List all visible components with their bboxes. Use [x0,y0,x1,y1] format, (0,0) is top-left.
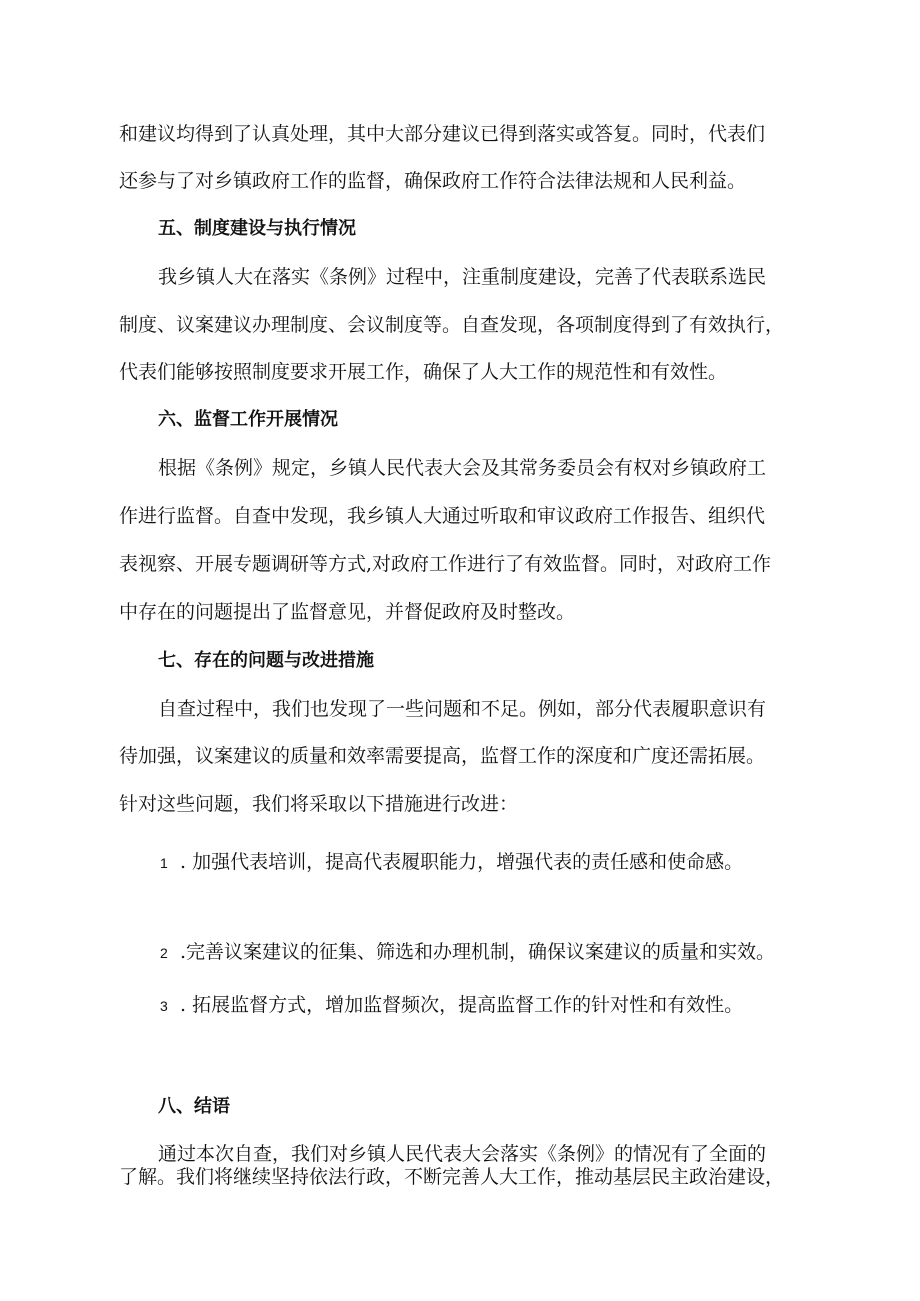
list-number: 2 [160,945,168,961]
body-line: 表视察、开展专题调研等方式,对政府工作进行了有效监督。同时，对政府工作 [119,553,772,575]
list-number: 1 [160,855,168,871]
section-heading: 八、结语 [158,1096,230,1117]
list-item [160,939,775,966]
body-line: 根据《条例》规定，乡镇人民代表大会及其常务委员会有权对乡镇政府工 [158,457,767,479]
body-line: 待加强，议案建议的质量和效率需要提高，监督工作的深度和广度还需拓展。 [119,745,766,767]
body-line: 作进行监督。自查中发现，我乡镇人大通过听取和审议政府工作报告、组织代 [119,505,766,527]
section-heading: 七、存在的问题与改进措施 [158,650,374,671]
body-line: 和建议均得到了认真处理，其中大部分建议已得到落实或答复。同时，代表们 [119,123,766,145]
body-line: 针对这些问题，我们将采取以下措施进行改进： [119,793,519,815]
body-line: 我乡镇人大在落实《条例》过程中，注重制度建设，完善了代表联系选民 [158,266,767,288]
list-item [160,849,743,876]
section-heading: 五、制度建设与执行情况 [158,218,356,239]
list-text: . 拓展监督方式，增加监督频次，提高监督工作的针对性和有效性。 [180,994,744,1016]
list-text: .完善议案建议的征集、筛选和办理机制，确保议案建议的质量和实效。 [180,941,776,963]
section-heading: 六、监督工作开展情况 [158,409,338,430]
list-item [160,992,743,1019]
body-line: 中存在的问题提出了监督意见，并督促政府及时整改。 [119,601,576,623]
list-number: 3 [160,998,168,1014]
body-line: 还参与了对乡镇政府工作的监督，确保政府工作符合法律法规和人民利益。 [119,170,747,192]
body-line: 自查过程中，我们也发现了一些问题和不足。例如，部分代表履职意识有 [158,698,767,720]
body-line: 通过本次自查，我们对乡镇人民代表大会落实《条例》的情况有了全面的 [158,1143,767,1165]
body-line: 制度、议案建议办理制度、会议制度等。自查发现，各项制度得到了有效执行， [119,314,785,336]
body-line: 了解。我们将继续坚持依法行政，不断完善人大工作，推动基层民主政治建设， [119,1166,785,1188]
list-text: . 加强代表培训，提高代表履职能力，增强代表的责任感和使命感。 [180,851,744,873]
body-line: 代表们能够按照制度要求开展工作，确保了人大工作的规范性和有效性。 [119,361,728,383]
